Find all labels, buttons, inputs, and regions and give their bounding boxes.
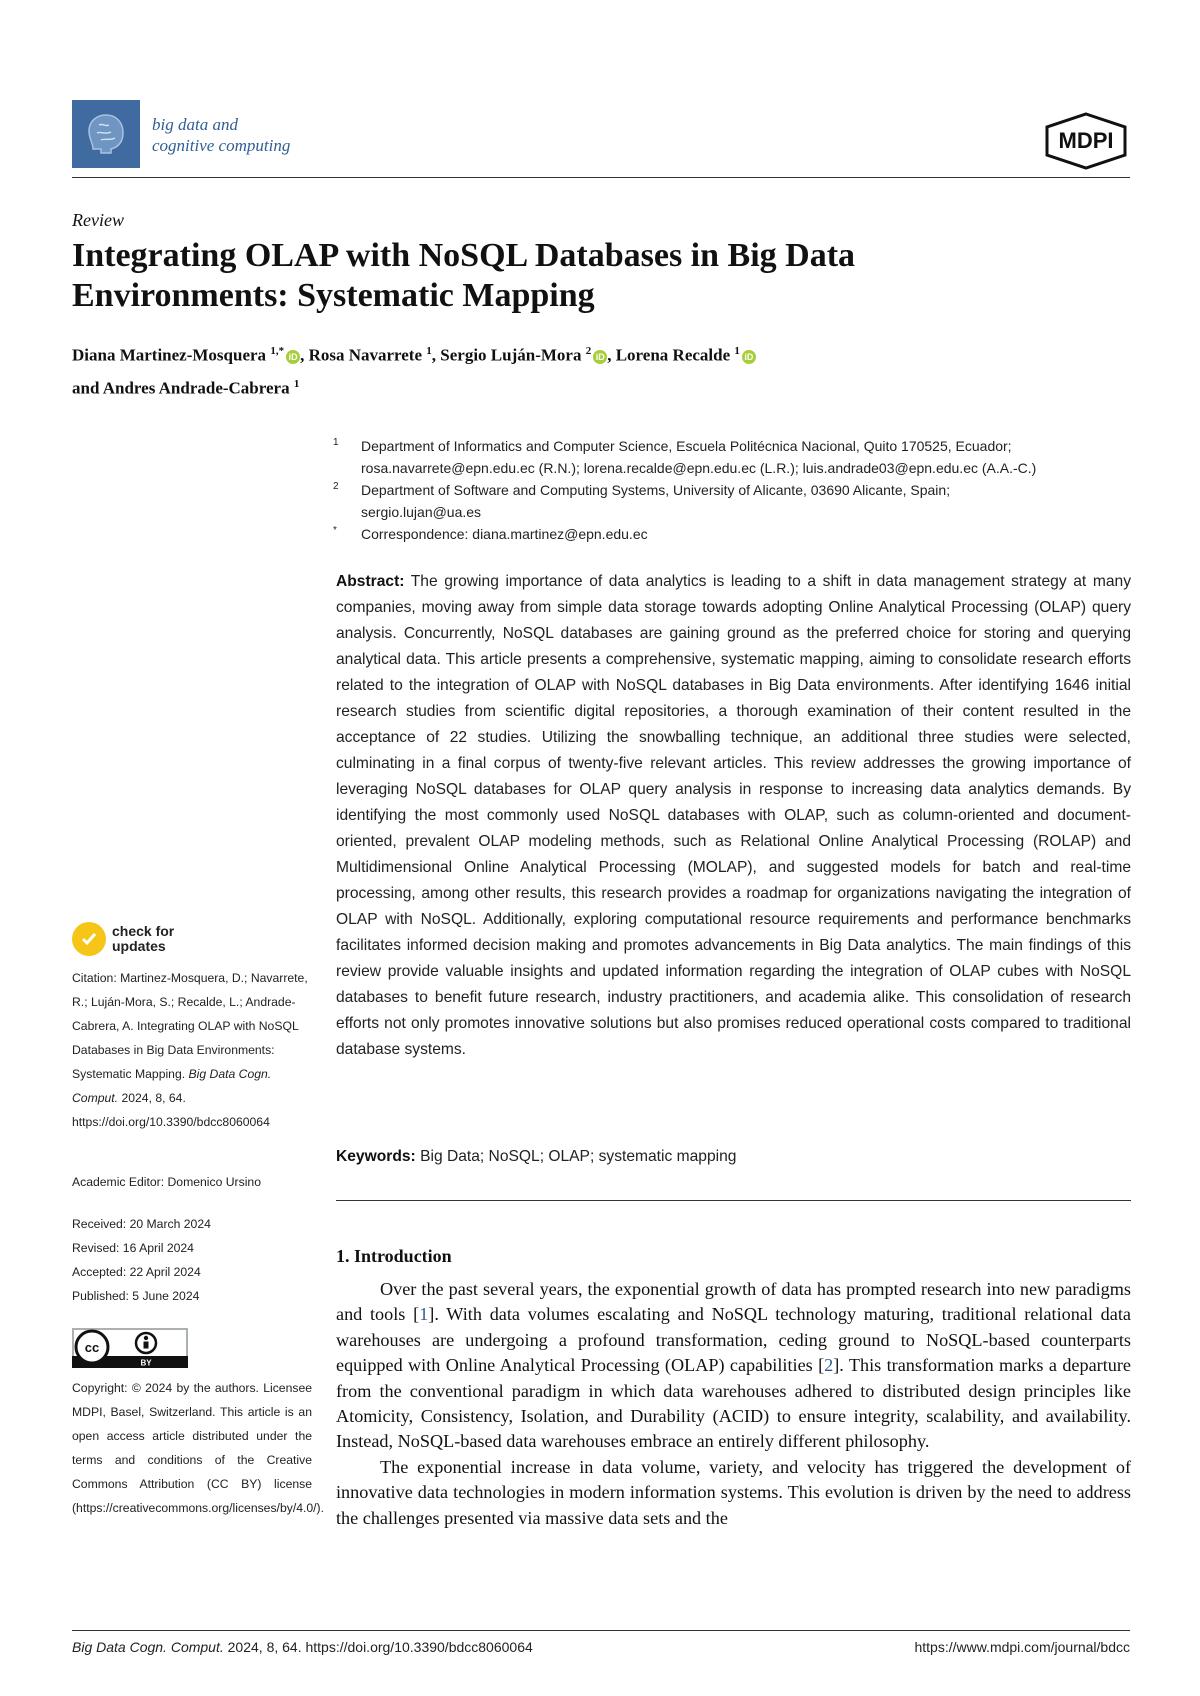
footer-journal-url[interactable]: https://www.mdpi.com/journal/bdcc	[914, 1639, 1130, 1655]
check-updates-line2: updates	[112, 938, 166, 954]
journal-name	[152, 114, 290, 156]
citation-link[interactable]: 1	[419, 1304, 429, 1325]
title-line2: Environments: Systematic Mapping	[72, 277, 595, 314]
affiliation-text: Department of Software and Computing Systems, University of Alicante, 03690 Alicante, Spain;	[361, 482, 951, 498]
keywords	[336, 1148, 736, 1166]
svg-text:cc: cc	[84, 1340, 100, 1355]
footer-doi[interactable]: 2024, 8, 64. https://doi.org/10.3390/bdcc8060064	[227, 1639, 533, 1655]
orcid-icon[interactable]: iD	[742, 350, 756, 364]
author-name[interactable]: Andres Andrade-Cabrera	[102, 378, 290, 398]
checkmark-icon	[72, 922, 106, 956]
academic-editor: Academic Editor: Domenico Ursino	[72, 1175, 261, 1189]
affiliation-mark: 2	[333, 481, 339, 492]
intro-paragraph	[336, 1277, 1131, 1455]
cc-by-license-badge[interactable]	[72, 1328, 188, 1368]
citation-text: Citation: Martinez-Mosquera, D.; Navarrete, R.; Luján-Mora, S.; Recalde, L.; Andrade-Cabrera, A. Integrating OLAP with NoSQL Databases in Big Data Environments: Systematic Mapping.	[72, 971, 308, 1081]
mdpi-logo	[1041, 112, 1131, 170]
orcid-icon[interactable]: iD	[593, 350, 607, 364]
author-list: Diana Martinez-Mosquera $^{1,*}$ iD , Rosa Navarrete $^1$, Sergio Luján-Mora $^2$ iD , Lorena Recalde $^1$ iD and Andres Andrade-Cabrera $^1$	[72, 337, 756, 402]
journal-name-line1: big data and	[152, 115, 238, 134]
author-affil-sup: 1	[734, 345, 740, 357]
affiliation-item	[333, 435, 1143, 457]
affiliation-item	[333, 457, 1143, 479]
footer-rule	[72, 1630, 1130, 1631]
affiliation-item	[333, 479, 1143, 501]
citation-journal: Big Data Cogn. Comput.	[72, 1067, 272, 1105]
intro-text: Over the past several years, the exponential growth of data has prompted research into new paradigms and tools [	[336, 1279, 1131, 1325]
check-for-updates-button[interactable]	[72, 922, 174, 956]
affiliation-text: Correspondence: diana.martinez@epn.edu.ec	[361, 526, 648, 542]
affiliation-mark: 1	[333, 437, 339, 448]
date-received: Received: 20 March 2024	[72, 1217, 211, 1231]
license-badge-label: BY	[140, 1358, 152, 1368]
abstract	[336, 569, 1131, 1063]
abstract-text: The growing importance of data analytics is leading to a shift in data management strategy at many companies, moving away from simple data storage towards adopting Online Analytical Processing (OLAP) query analysis. Concurrently, NoSQL databases are gaining ground as the preferred choice for storing and querying analytical data. This article presents a comprehensive, systematic mapping, aiming to consolidate research efforts related to the integration of OLAP with NoSQL databases in Big Data environments. After identifying 1646 initial research studies from scientific digital repositories, a thorough examination of their content resulted in the acceptance of 22 studies. Utilizing the snowballing technique, an additional three studies were selected, culminating in a final corpus of twenty-five relevant articles. This review addresses the growing importance of leveraging NoSQL databases for OLAP query analysis in response to increasing data analytics demands. By identifying the most commonly used NoSQL databases with OLAP, such as column-oriented and document-oriented, prevalent OLAP modeling methods, such as Relational Online Analytical Processing (ROLAP) and Multidimensional Online Analytical Processing (MOLAP), and suggested models for batch and real-time processing, among other results, this research provides a roadmap for organizations navigating the integration of OLAP with NoSQL. Additionally, exploring computational resource requirements and performance benchmarks facilitates informed decision making and promotes advancements in Big Data analytics. The main findings of this review provide valuable insights and updated information regarding the integration of OLAP cubes with NoSQL databases to benefit future research, industry practitioners, and academia alike. This consolidation of research efforts not only promotes innovative solutions but also promises reduced operational costs compared to traditional database systems.	[336, 573, 1131, 1058]
introduction-body	[336, 1277, 1131, 1531]
abstract-label: Abstract:	[336, 573, 405, 590]
affiliation-text: rosa.navarrete@epn.edu.ec (R.N.); lorena.recalde@epn.edu.ec (L.R.); luis.andrade03@epn.edu.ec (A.A.-C.)	[361, 460, 1037, 476]
author-name[interactable]: Diana Martinez-Mosquera	[72, 345, 267, 365]
section-heading-introduction: 1. Introduction	[336, 1246, 452, 1266]
author-name[interactable]: Rosa Navarrete	[308, 345, 423, 365]
author-name[interactable]: Lorena Recalde	[615, 345, 731, 365]
article-type: Review	[72, 210, 124, 230]
intro-paragraph: The exponential increase in data volume, variety, and velocity has triggered the development of innovative data technologies in modern information systems. This evolution is driven by the need to address the challenges presented via massive data sets and the	[336, 1456, 1131, 1528]
affiliation-text: Department of Informatics and Computer Science, Escuela Politécnica Nacional, Quito 170525, Ecuador;	[361, 438, 1012, 454]
date-revised: Revised: 16 April 2024	[72, 1241, 194, 1255]
publisher-name: MDPI	[1058, 128, 1114, 153]
copyright-notice: Copyright: © 2024 by the authors. Licensee MDPI, Basel, Switzerland. This article is an open access article distributed under the terms and conditions of the Creative Commons Attribution (CC BY) license (https://creativecommons.org/licenses/by/4.0/).	[72, 1381, 324, 1515]
title-line1: Integrating OLAP with NoSQL Databases in Big Data	[72, 237, 856, 274]
author-affil-sup: 2	[585, 345, 592, 357]
keywords-label: Keywords:	[336, 1148, 416, 1165]
intro-text: ]. With data volumes escalating and NoSQL technology maturing, traditional relational data warehouses are undergoing a profound transformation, ceding ground to NoSQL-based counterparts equipped with Online Analytical Processing (OLAP) capabilities [	[336, 1304, 1131, 1376]
author-affil-sup: 1,*	[270, 345, 285, 357]
footer-journal: Big Data Cogn. Comput.	[72, 1639, 224, 1655]
journal-logo	[72, 100, 140, 168]
date-published: Published: 5 June 2024	[72, 1289, 200, 1303]
check-updates-line1: check for	[112, 923, 175, 939]
author-name[interactable]: Sergio Luján-Mora	[440, 345, 582, 365]
affiliation-mark: *	[333, 525, 337, 536]
keywords-text: Big Data; NoSQL; OLAP; systematic mapping	[420, 1148, 737, 1165]
article-title	[72, 236, 1072, 316]
citation-link[interactable]: 2	[824, 1355, 834, 1376]
citation-block	[72, 966, 312, 1134]
affiliation-text: sergio.lujan@ua.es	[361, 504, 482, 520]
header-rule	[72, 177, 1130, 178]
author-affil-sup: 1	[293, 377, 300, 390]
affiliation-item	[333, 501, 1143, 523]
footer-citation	[72, 1639, 533, 1655]
affiliation-item	[333, 523, 1143, 545]
orcid-icon[interactable]: iD	[286, 350, 300, 364]
citation-doi[interactable]: 2024, 8, 64. https://doi.org/10.3390/bdcc8060064	[72, 1091, 270, 1129]
journal-name-line2: cognitive computing	[152, 136, 291, 155]
brain-icon	[79, 107, 133, 161]
publication-dates	[72, 1212, 312, 1308]
intro-text: ]. This transformation marks a departure from the conventional paradigm in which data warehouses adhered to distributed design principles like Atomicity, Consistency, Isolation, and Durability (ACID) to ensure integrity, scalability, and availability. Instead, NoSQL-based data warehouses embrace an entirely different philosophy.	[336, 1355, 1131, 1452]
date-accepted: Accepted: 22 April 2024	[72, 1265, 201, 1279]
affiliations	[333, 435, 1143, 545]
section-divider	[336, 1200, 1131, 1201]
author-affil-sup: 1	[426, 345, 432, 357]
